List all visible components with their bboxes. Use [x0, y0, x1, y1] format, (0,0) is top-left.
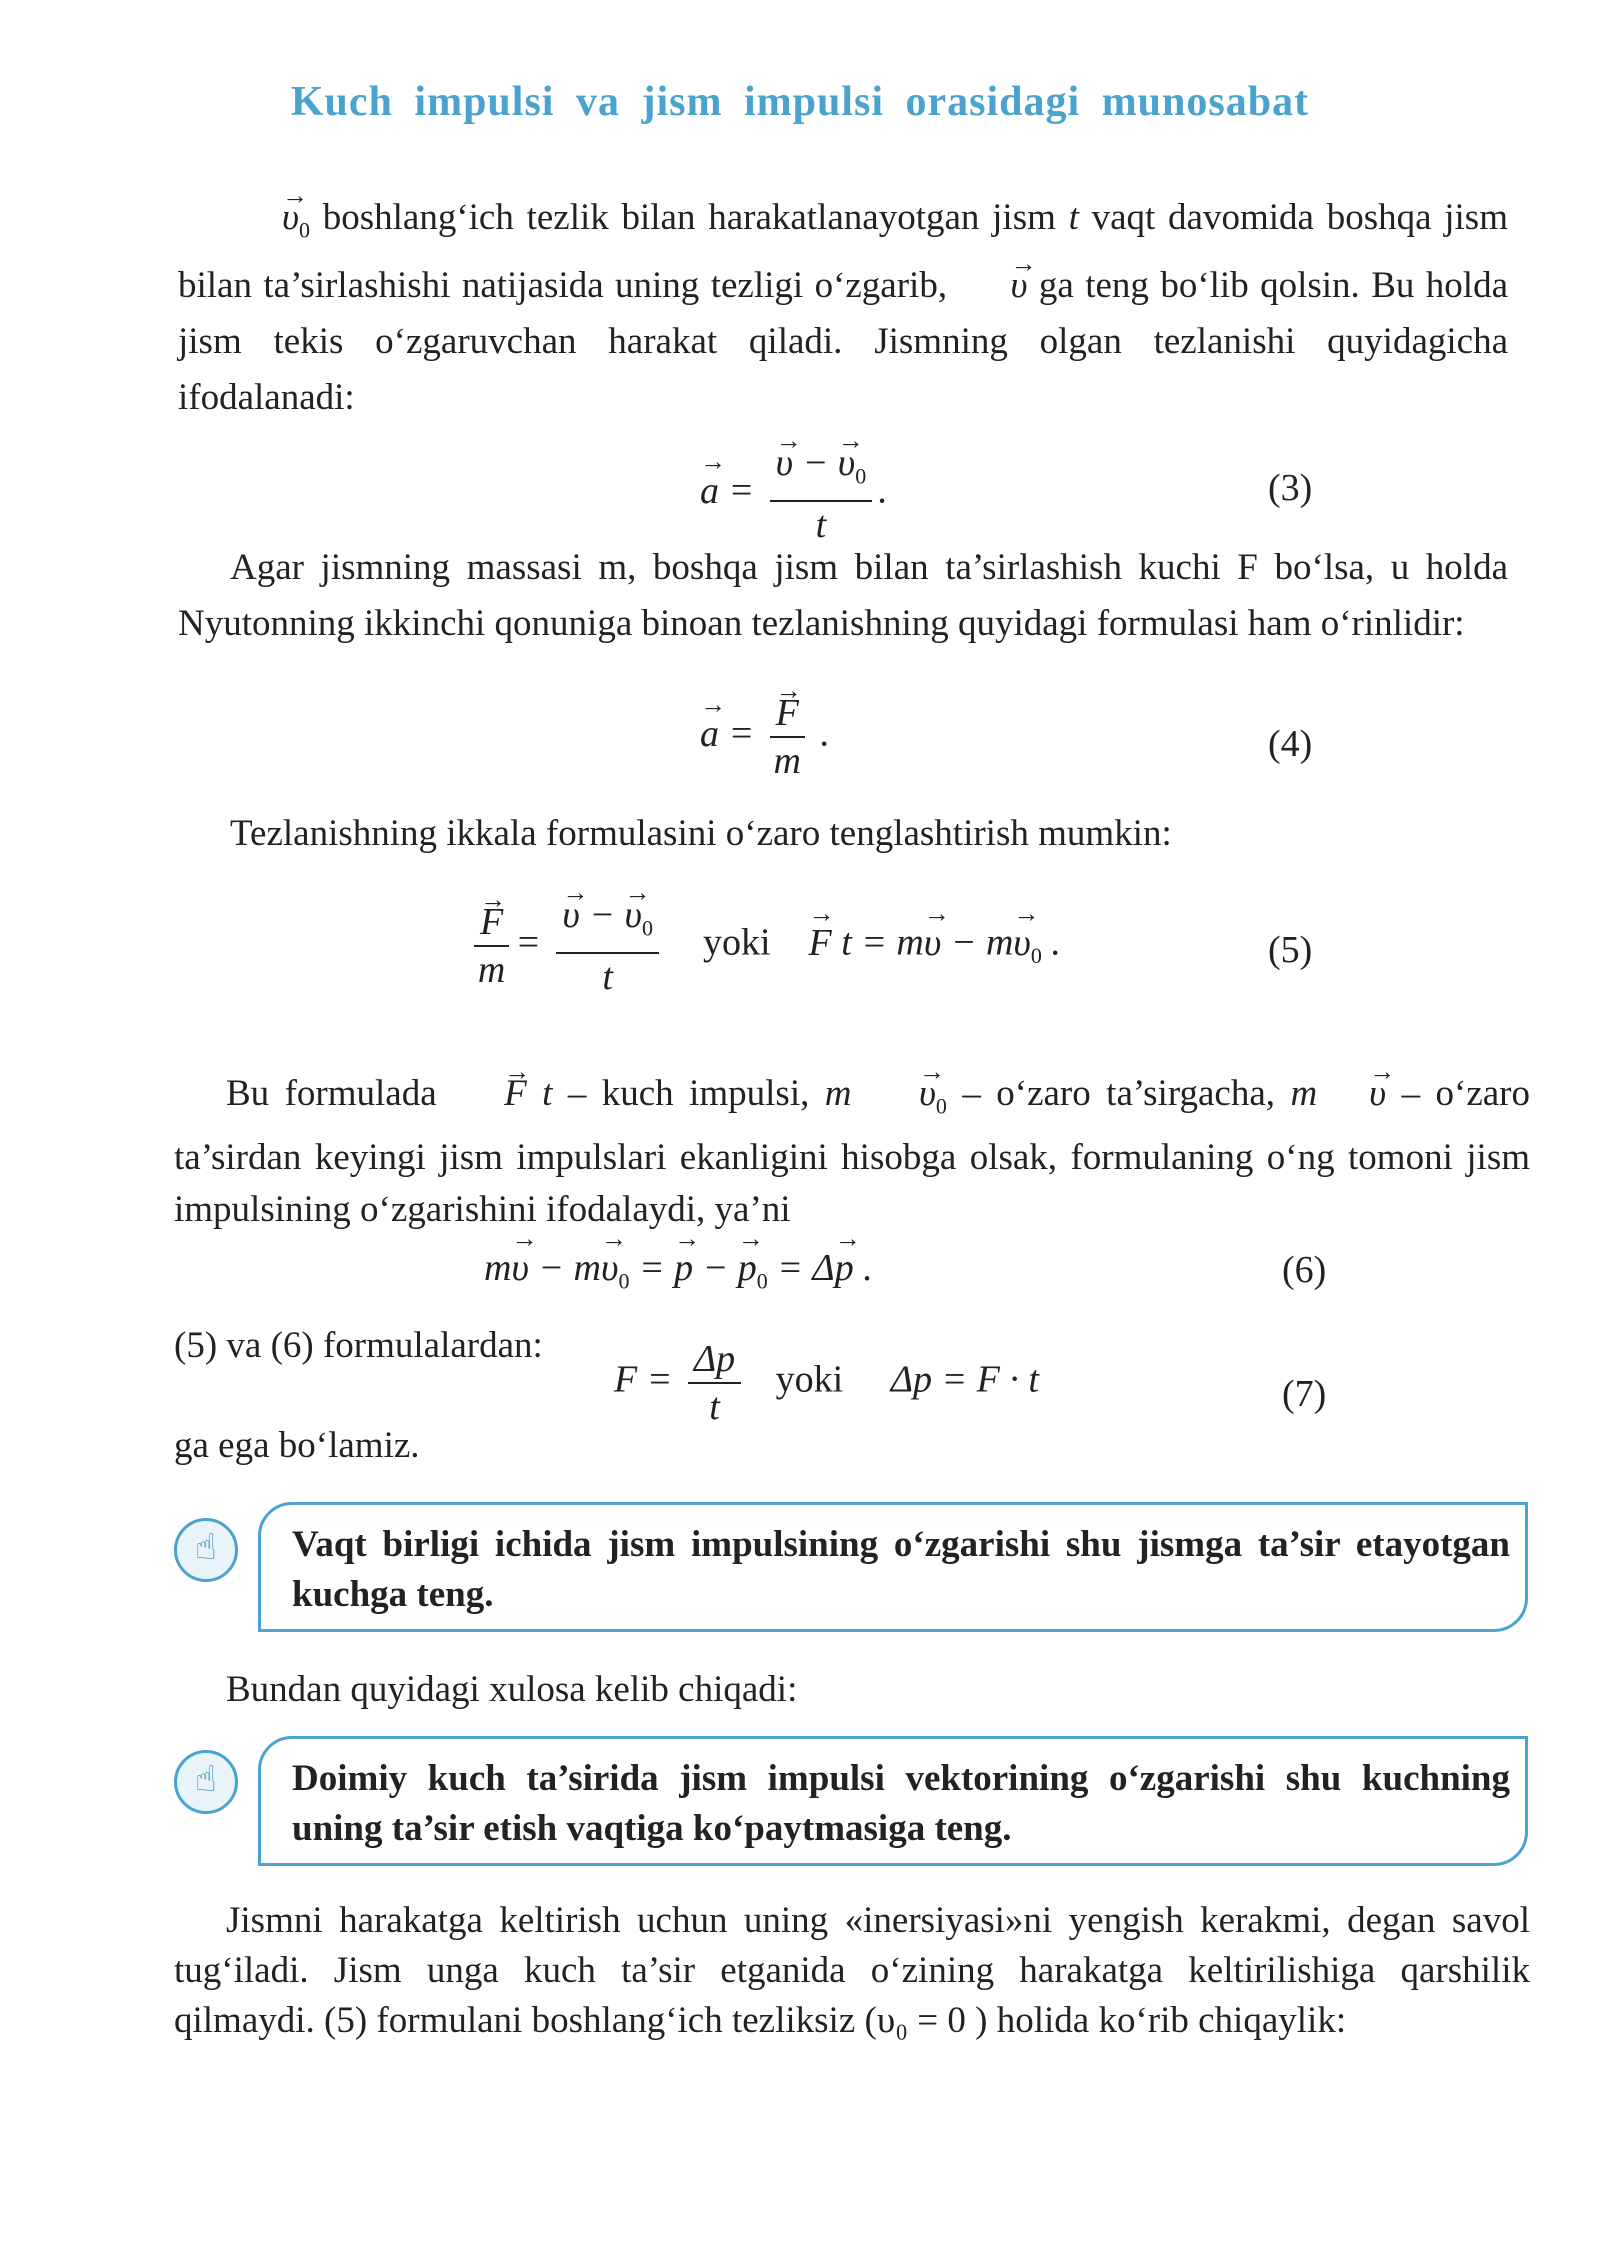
- paragraph-6: ga ega bo‘lamiz.: [174, 1425, 420, 1466]
- equation-6-number: (6): [1282, 1249, 1327, 1291]
- equation-4: → a = → $\frac{F}{m}$ .: [700, 690, 830, 784]
- equation-6: $m\to \upsilon - m\to \upsilon_0$ = → p − → $p_0 = \Delta\to p$ .: [484, 1246, 873, 1295]
- paragraph-4: Bu formulada → F t – kuch impulsi, $m \to \upsilon_0$ – o‘zaro ta’sirgacha, m→ υ – o‘zaro ta’sirdan keyingi jism impulslari ekanligini hisobga olsak, formulaning o‘ng tomoni jism impulsining o‘zgarishini ifodalaydi, ya’ni: [174, 1068, 1530, 1236]
- equation-5-number: (5): [1268, 929, 1313, 971]
- equation-7-yoki: yoki: [775, 1358, 844, 1401]
- equation-7-number: (7): [1282, 1373, 1327, 1415]
- equation-4-number: (4): [1268, 723, 1313, 765]
- rule-2-text: Doimiy kuch ta’sirida jism impulsi vektorining o‘zgarishi shu kuchning uning ta’sir etish vaqtiga ko‘paytmasiga teng.: [292, 1758, 1510, 1849]
- paragraph-7: Bundan quyidagi xulosa kelib chiqadi:: [226, 1669, 798, 1710]
- paragraph-1: → $\upsilon_0$ boshlang‘ich tezlik bilan harakatlanayotgan jism t vaqt davomida boshqa jism bilan ta’sirlashishi natijasida uning tezligi o‘zgarib, → υ ga teng bo‘lib qolsin. Bu holda jism tekis o‘zgaruvchan harakat qiladi. Jismning olgan tezlanishi quyidagicha ifodalanadi:: [178, 190, 1508, 426]
- page-title: Kuch impulsi va jism impulsi orasidagi munosabat: [290, 79, 1310, 125]
- paragraph-8: Jismni harakatga keltirish uchun uning «inersiyasi»ni yengish kerakmi, degan savol tug‘iladi. Jism unga kuch ta’sir etganida o‘zining harakatga keltirilishiga qarshilik qilmaydi. (5) formulani boshlang‘ich tezliksiz (υ₀ = 0 ) holida ko‘rib chiqaylik:: [174, 1900, 1530, 2041]
- equation-5-yoki: yoki: [702, 921, 771, 964]
- rule-1-text: Vaqt birligi ichida jism impulsining o‘zgarishi shu jismga ta’sir etayotgan kuchga teng.: [292, 1524, 1510, 1615]
- paragraph-3: Tezlanishning ikkala formulasini o‘zaro tenglashtirish mumkin:: [230, 813, 1172, 854]
- equation-7: F = $\frac{\Delta p}{t}$ yoki Δp = F · t: [614, 1338, 1039, 1428]
- equation-5: → $\frac{F}{m}$ = → $\frac{\upsilon - \to \upsilon_0}{t}$ yoki → F $t = m\to \upsilon - m\to \upsilon_0$ .: [468, 892, 1061, 1000]
- paragraph-5: (5) va (6) formulalardan:: [174, 1325, 543, 1366]
- hand-pointer-icon: [174, 1750, 238, 1814]
- paragraph-2: Agar jismning massasi m, boshqa jism bilan ta’sirlashish kuchi F bo‘lsa, u holda Nyutonning ikkinchi qonuniga binoan tezlanishning quyidagi formulasi ham o‘rinlidir:: [178, 547, 1508, 644]
- equation-3-number: (3): [1268, 467, 1313, 509]
- equation-3: → a = → $\frac{\upsilon - \to \upsilon_0}{t}$ .: [700, 440, 888, 548]
- hand-pointer-icon: [174, 1518, 238, 1582]
